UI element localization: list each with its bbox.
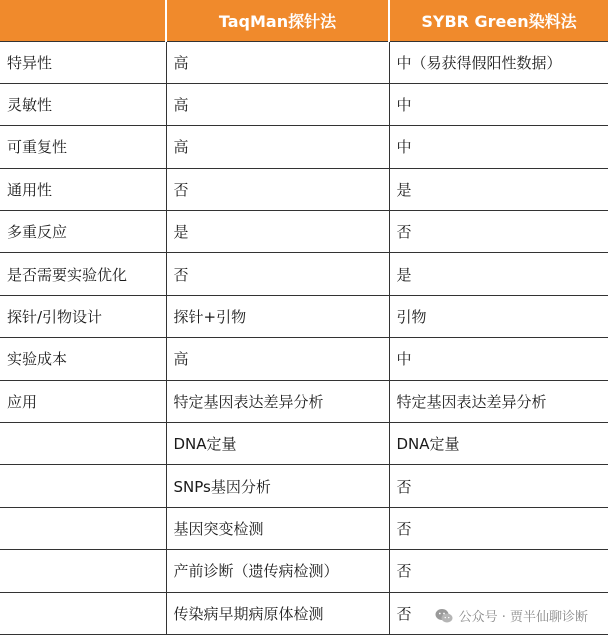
sybr-value: 否 xyxy=(389,592,608,634)
header-cell-taqman: TaqMan探针法 xyxy=(166,0,389,41)
table-row xyxy=(0,211,608,253)
watermark-text: 公众号 · 贾半仙聊诊断 xyxy=(458,610,588,625)
row-label: 灵敏性 xyxy=(0,83,166,125)
sybr-value: 是 xyxy=(389,253,608,295)
taqman-value: 探针+引物 xyxy=(166,295,389,337)
row-label: 特异性 xyxy=(0,41,166,83)
table-row xyxy=(0,465,608,507)
header-cell-blank xyxy=(0,0,166,41)
taqman-value: 高 xyxy=(166,338,389,380)
sybr-value: 中 xyxy=(389,126,608,168)
table-row xyxy=(0,380,608,422)
header-row xyxy=(0,0,608,41)
taqman-value: 是 xyxy=(166,211,389,253)
row-label xyxy=(0,423,166,465)
sybr-value: 否 xyxy=(389,550,608,592)
table-row xyxy=(0,507,608,549)
table-row xyxy=(0,295,608,337)
row-label: 是否需要实验优化 xyxy=(0,253,166,295)
taqman-value: 特定基因表达差异分析 xyxy=(166,380,389,422)
header-cell-sybr: SYBR Green染料法 xyxy=(389,0,608,41)
taqman-value: 高 xyxy=(166,41,389,83)
row-label: 可重复性 xyxy=(0,126,166,168)
sybr-value: DNA定量 xyxy=(389,423,608,465)
row-label: 探针/引物设计 xyxy=(0,295,166,337)
row-label xyxy=(0,465,166,507)
taqman-value: 传染病早期病原体检测 xyxy=(166,592,389,634)
watermark xyxy=(431,604,592,627)
taqman-value: 否 xyxy=(166,253,389,295)
sybr-value: 中 xyxy=(389,83,608,125)
row-label: 多重反应 xyxy=(0,211,166,253)
sybr-value: 否 xyxy=(389,507,608,549)
taqman-value: 基因突变检测 xyxy=(166,507,389,549)
sybr-value: 中 xyxy=(389,338,608,380)
row-label xyxy=(0,592,166,634)
sybr-value: 否 xyxy=(389,211,608,253)
row-label xyxy=(0,507,166,549)
table-row xyxy=(0,338,608,380)
table-row xyxy=(0,126,608,168)
taqman-value: 产前诊断（遗传病检测） xyxy=(166,550,389,592)
row-label: 应用 xyxy=(0,380,166,422)
table-row xyxy=(0,550,608,592)
table-row xyxy=(0,168,608,210)
sybr-value: 引物 xyxy=(389,295,608,337)
taqman-value: 否 xyxy=(166,168,389,210)
row-label: 通用性 xyxy=(0,168,166,210)
taqman-value: 高 xyxy=(166,126,389,168)
sybr-value: 中（易获得假阳性数据） xyxy=(389,41,608,83)
taqman-value: DNA定量 xyxy=(166,423,389,465)
table-row xyxy=(0,83,608,125)
sybr-value: 是 xyxy=(389,168,608,210)
sybr-value: 特定基因表达差异分析 xyxy=(389,380,608,422)
taqman-value: 高 xyxy=(166,83,389,125)
taqman-value: SNPs基因分析 xyxy=(166,465,389,507)
row-label: 实验成本 xyxy=(0,338,166,380)
row-label xyxy=(0,550,166,592)
wechat-icon xyxy=(435,608,453,624)
table-row xyxy=(0,253,608,295)
sybr-value: 否 xyxy=(389,465,608,507)
table-row xyxy=(0,423,608,465)
table-row xyxy=(0,41,608,83)
